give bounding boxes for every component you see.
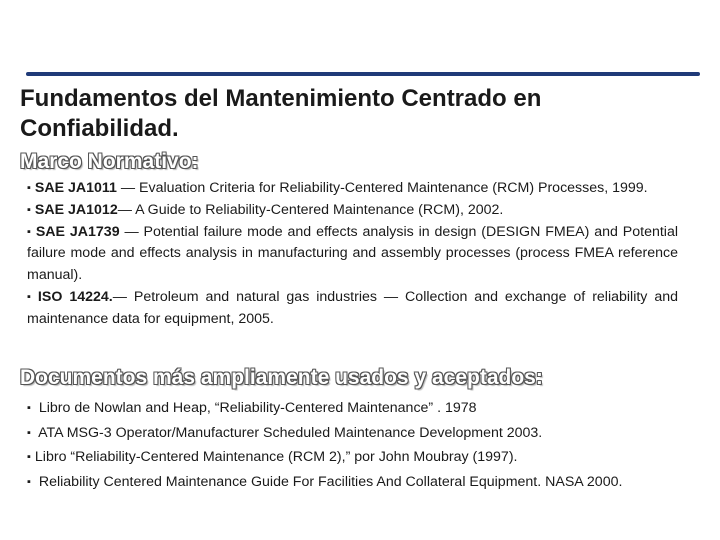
standard-code: SAE JA1012: [34, 201, 118, 218]
list-item: [27, 222, 678, 287]
documentos-list: [27, 396, 684, 494]
standard-description: — Petroleum and natural gas industries — Collection and exchange of reliability and maintenance data for equipment, 2005.: [27, 288, 679, 327]
slide-title: [20, 84, 600, 144]
standard-code: SAE JA1739: [35, 223, 120, 240]
standard-code: ISO 14224.: [37, 288, 113, 305]
documentos-heading: Documentos más ampliamente usados y aceptados:: [20, 366, 543, 389]
standard-description: — Evaluation Criteria for Reliability-Centered Maintenance (RCM) Processes, 1999.: [116, 180, 648, 196]
bullet-icon: ▪: [27, 451, 31, 464]
list-item: [27, 396, 684, 421]
list-item: [27, 200, 678, 222]
standard-code: SAE JA1011: [34, 180, 117, 196]
list-item: [27, 287, 678, 331]
slide-title-line2: Confiabilidad.: [20, 115, 179, 142]
document-text: Libro de Nowlan and Heap, “Reliability-Centered Maintenance” . 1978: [34, 400, 477, 416]
title-divider: [26, 72, 700, 76]
document-text: Reliability Centered Maintenance Guide For Facilities And Collateral Equipment. NASA 2000.: [34, 473, 623, 490]
list-item: [27, 178, 678, 200]
marco-normativo-heading: Marco Normativo:: [20, 150, 199, 173]
marco-normativo-list: [27, 178, 678, 331]
list-item: [27, 421, 684, 446]
standard-description: — A Guide to Reliability-Centered Maintenance (RCM), 2002.: [117, 201, 504, 218]
document-text: ATA MSG-3 Operator/Manufacturer Scheduled Maintenance Development 2003.: [34, 424, 543, 441]
bullet-icon: ▪: [27, 225, 32, 238]
bullet-icon: ▪: [27, 290, 34, 303]
list-item: [27, 445, 684, 470]
standard-description: — Potential failure mode and effects analysis in design (DESIGN FMEA) and Potential failure mode and effects analysis in manufacturing and assembly processes (process FMEA reference manual).: [27, 223, 678, 284]
bullet-icon: ▪: [27, 475, 31, 488]
list-item: [27, 470, 684, 495]
bullet-icon: ▪: [27, 182, 31, 194]
slide-title-line1: Fundamentos del Mantenimiento Centrado en: [20, 85, 542, 112]
bullet-icon: ▪: [27, 426, 31, 439]
document-text: Libro “Reliability-Centered Maintenance (RCM 2),” por John Moubray (1997).: [34, 449, 518, 466]
bullet-icon: ▪: [27, 402, 31, 414]
bullet-icon: ▪: [27, 203, 31, 216]
